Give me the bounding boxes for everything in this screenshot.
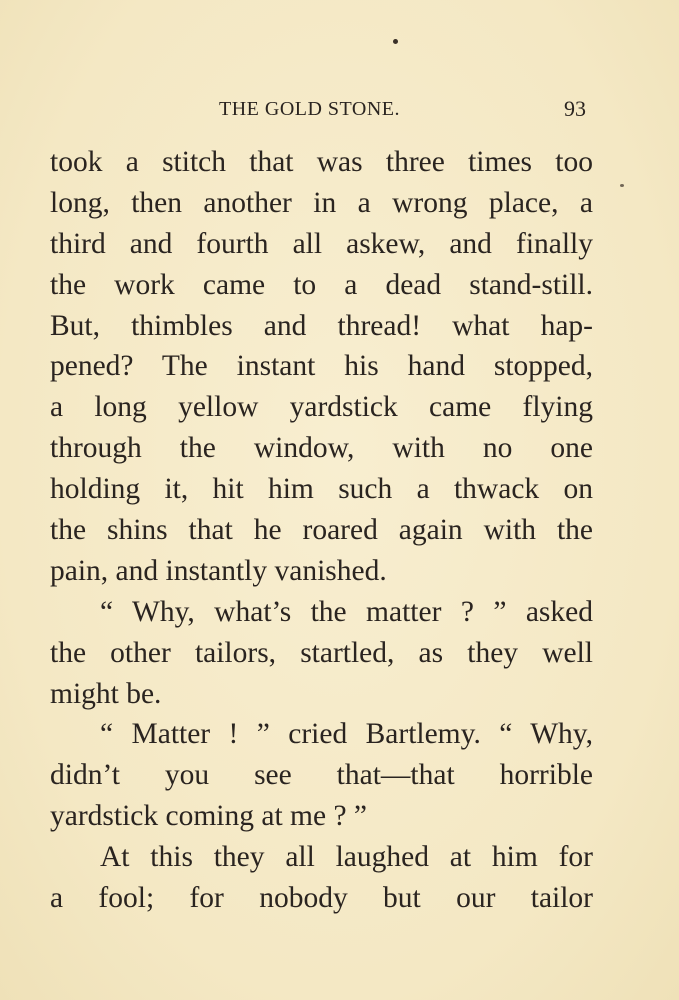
page-number: 93 bbox=[564, 96, 586, 121]
ink-speck bbox=[393, 39, 398, 44]
text-line: holding it, hit him such a thwack on bbox=[50, 473, 593, 506]
text-line: the other tailors, startled, as they well bbox=[50, 636, 593, 669]
text-line: didn’t you see that—that horrible bbox=[50, 759, 593, 792]
ink-speck bbox=[620, 184, 624, 187]
running-head bbox=[0, 94, 679, 124]
text-line: might be. bbox=[50, 677, 162, 710]
text-line: through the window, with no one bbox=[50, 432, 593, 465]
text-line: But, thimbles and thread! what hap- bbox=[50, 309, 593, 342]
text-line: At this they all laughed at him for bbox=[100, 841, 593, 874]
text-line: third and fourth all askew, and finally bbox=[50, 227, 593, 260]
text-line: long, then another in a wrong place, a bbox=[50, 186, 593, 219]
body-text bbox=[50, 142, 593, 919]
text-line: pened? The instant his hand stopped, bbox=[50, 350, 593, 383]
chapter-title: THE GOLD STONE. bbox=[219, 98, 401, 120]
text-line: “ Matter ! ” cried Bartlemy. “ Why, bbox=[100, 718, 593, 751]
text-line: the work came to a dead stand-still. bbox=[50, 268, 593, 301]
text-line: a fool; for nobody but our tailor bbox=[50, 882, 593, 915]
text-line: “ Why, what’s the matter ? ” asked bbox=[100, 595, 593, 628]
text-line: pain, and instantly vanished. bbox=[50, 554, 387, 587]
text-line: a long yellow yardstick came flying bbox=[50, 391, 593, 424]
text-line: the shins that he roared again with the bbox=[50, 514, 593, 547]
text-line: yardstick coming at me ? ” bbox=[50, 800, 368, 833]
text-line: took a stitch that was three times too bbox=[50, 146, 593, 178]
